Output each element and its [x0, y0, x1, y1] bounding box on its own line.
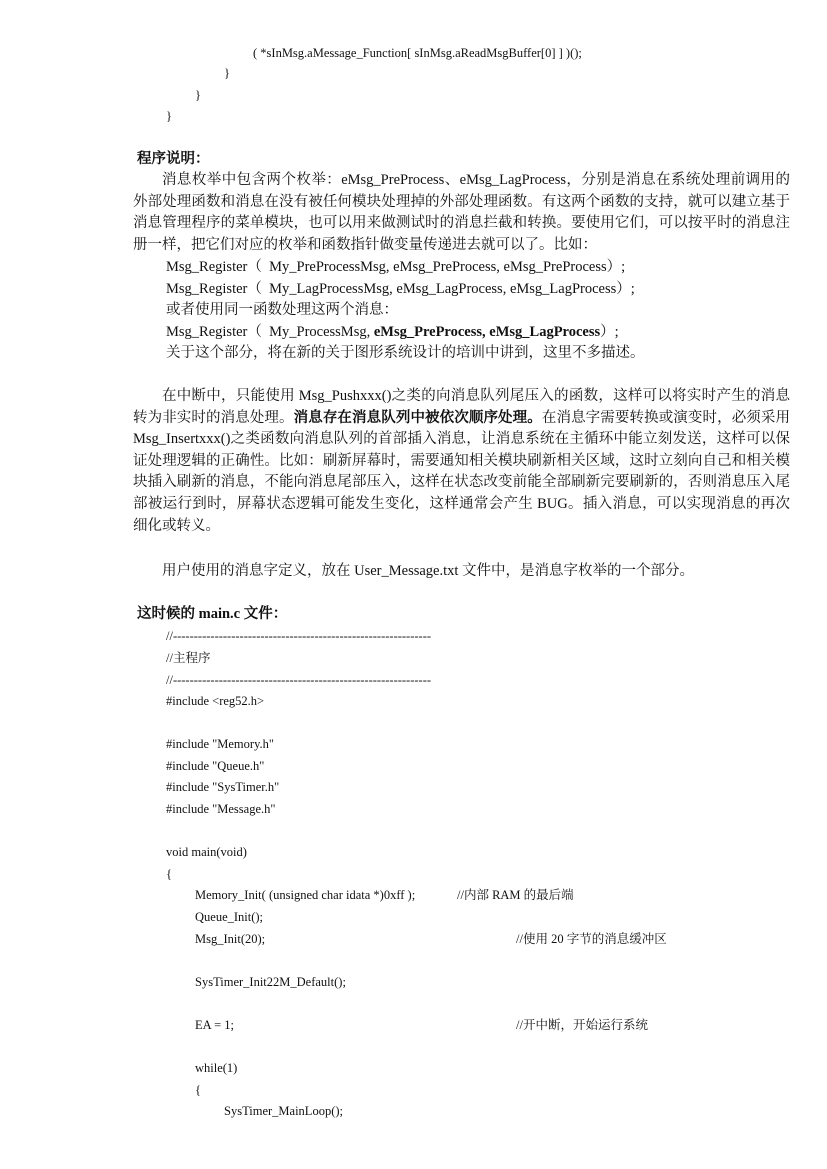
code-separator: //--------------------------------------------------------------	[166, 629, 432, 643]
text-or-line: 或者使用同一函数处理这两个消息：	[166, 302, 398, 318]
register-bold-args: eMsg_PreProcess, eMsg_LagProcess	[373, 324, 601, 340]
code-comment-msg: //使用 20 字节的消息缓冲区	[516, 932, 667, 946]
code-comment-ea: //开中断，开始运行系统	[516, 1018, 648, 1032]
paragraph-user-message: 用户使用的消息字定义，放在 User_Message.txt 文件中，是消息字枚举的一个部分。	[162, 563, 695, 579]
code-include-systimer: #include "SysTimer.h"	[166, 780, 280, 794]
code-include-memory: #include "Memory.h"	[166, 737, 274, 751]
register-suffix: ）;	[600, 324, 619, 340]
code-line-brace: }	[166, 109, 172, 123]
code-systimer-init: SysTimer_Init22M_Default();	[195, 975, 346, 989]
section-heading-explanation: 程序说明：	[137, 151, 210, 167]
paragraph-enum-explanation: 消息枚举中包含两个枚举：eMsg_PreProcess、eMsg_LagProcess，分别是消息在系统处理前调用的外部处理函数和消息在没有被任何模块处理掉的外部处理函数。有这两个函数的支持，就可以建立基于消息管理程序的菜单模块，也可以用来做测试时的消息拦截和转换。要使用它们，可以按平时的消息注册一样，把它们对应的枚举和函数指针做变量传递进去就可以了。比如：	[133, 172, 790, 253]
code-brace-open: {	[166, 867, 172, 881]
code-line-brace: }	[224, 66, 230, 80]
code-comment-main: //主程序	[166, 651, 211, 665]
code-queue-init: Queue_Init();	[195, 910, 264, 924]
code-include-queue: #include "Queue.h"	[166, 759, 265, 773]
code-include-message: #include "Message.h"	[166, 802, 276, 816]
code-while: while(1)	[195, 1061, 238, 1075]
code-void-main: void main(void)	[166, 845, 247, 859]
code-line-function-call: ( *sInMsg.aMessage_Function[ sInMsg.aReadMsgBuffer[0] ] )();	[253, 46, 582, 60]
code-memory-init: Memory_Init( (unsigned char idata *)0xff );	[195, 888, 416, 902]
code-line-register-lag: Msg_Register（ My_LagProcessMsg, eMsg_LagProcess, eMsg_LagProcess）;	[166, 281, 635, 297]
register-prefix: Msg_Register（ My_ProcessMsg,	[166, 324, 374, 340]
interrupt-text-part2: 在消息字需要转换或演变时，必须采用 Msg_Insertxxx()之类函数向消息队列的首部插入消息，让消息系统在主循环中能立刻发送，这样可以保证处理逻辑的正确性。比如：刷新屏幕时，需要通知相关模块刷新相关区域，这时立刻向自己和相关模块插入刷新的消息，不能向消息尾部压入，这样在状态改变前能全部刷新完要刷新的，否则消息压入尾部被运行到时，屏幕状态逻辑可能发生变化，这样通常会产生 BUG。插入消息，可以实现消息的再次细化或转义。	[133, 409, 791, 534]
code-line-register-both	[166, 322, 619, 344]
code-separator: //--------------------------------------------------------------	[166, 673, 432, 687]
code-ea: EA = 1;	[195, 1018, 234, 1032]
code-comment-memory: //内部 RAM 的最后端	[457, 888, 574, 902]
code-include-reg52: #include <reg52.h>	[166, 694, 265, 708]
code-while-brace: {	[195, 1083, 201, 1097]
paragraph-interrupt	[133, 386, 790, 537]
interrupt-bold-text: 消息存在消息队列中被依次顺序处理。	[293, 409, 542, 426]
section-heading-main-c: 这时候的 main.c 文件：	[137, 606, 288, 622]
code-mainloop: SysTimer_MainLoop();	[224, 1104, 343, 1118]
interrupt-text-part1: 在中断中，只能使用 Msg_Pushxxx()之类的向消息队列尾压入的函数，这样可以将实时产生的消息转为非实时的消息处理。	[133, 388, 790, 426]
code-line-brace: }	[195, 88, 201, 102]
code-msg-init: Msg_Init(20);	[195, 932, 266, 946]
code-line-register-pre: Msg_Register（ My_PreProcessMsg, eMsg_PreProcess, eMsg_PreProcess）;	[166, 259, 626, 275]
text-about-line: 关于这个部分，将在新的关于图形系统设计的培训中讲到，这里不多描述。	[166, 345, 645, 361]
